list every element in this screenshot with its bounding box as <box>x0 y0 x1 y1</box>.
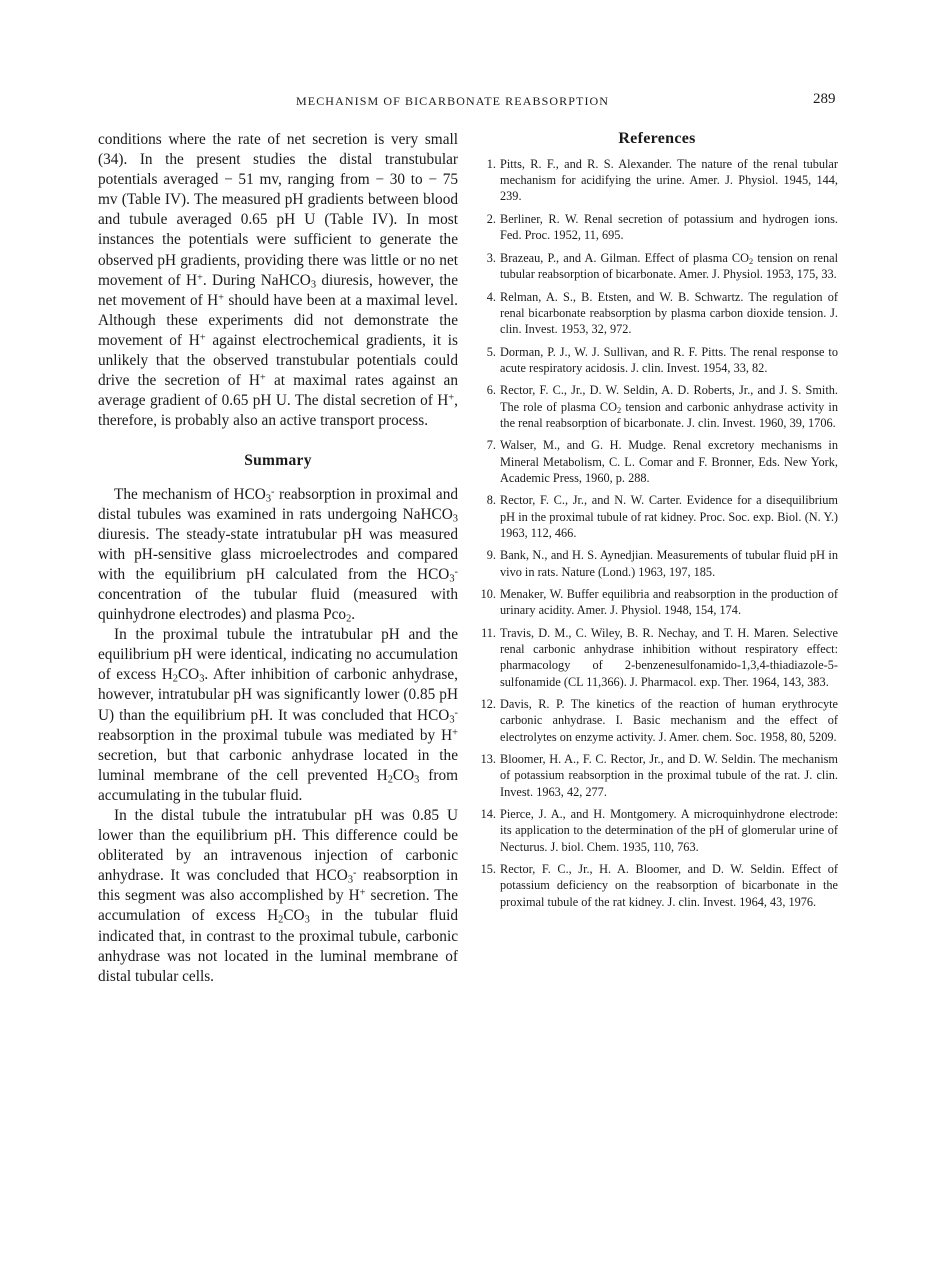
reference-item: 14. Pierce, J. A., and H. Montgomery. A microquinhydrone electrode: its application to the determination of the pH of glomerular urine of Necturus. J. biol. Chem. 1935, 110, 763. <box>480 807 838 854</box>
reference-item: 2. Berliner, R. W. Renal secretion of potassium and hydrogen ions. Fed. Proc. 1952, 11, 695. <box>486 212 838 243</box>
references-column <box>476 130 838 916</box>
page-number: 289 <box>813 91 836 107</box>
running-head <box>0 91 936 114</box>
reference-item: 15. Rector, F. C., Jr., H. A. Bloomer, and D. W. Seldin. Effect of potassium deficiency on the reabsorption of bicarbonate in the proximal tubule of the rat kidney. J. clin. Invest. 1964, 43, 1976. <box>480 862 838 909</box>
running-title: MECHANISM OF BICARBONATE REABSORPTION <box>296 94 610 108</box>
references-list <box>476 156 838 910</box>
reference-item: 3. Brazeau, P., and A. Gilman. Effect of plasma $CO_2$ tension on renal tubular reabsorption of bicarbonate. Amer. J. Physiol. 1953, 175, 33. <box>486 250 838 281</box>
discussion-paragraph: conditions where the rate of net secretion is very small (34). In the present studies the distal transtubular potentials averaged − 51 mv, ranging from − 30 to − 75 mv (Table IV). The measured pH gradients between blood and tubule averaged 0.65 pH U (Table IV). In most instances the potentials were sufficient to generate the observed pH gradients, providing there was little or no net movement of H+. During NaHCO$_3$ diuresis, however, the net movement of H+ should have been at a maximal level. Although these experiments did not demonstrate the movement of H+ against electrochemical gradients, it is unlikely that the observed transtubular potentials could drive the secretion of H+ at maximal rates against an average gradient of 0.65 pH U. The distal secretion of H+, therefore, is probably also an active transport process. <box>98 131 458 430</box>
reference-item: 9. Bank, N., and H. S. Aynedjian. Measurements of tubular fluid pH in vivo in rats. Nature (Lond.) 1963, 197, 185. <box>486 548 838 579</box>
reference-item: 7. Walser, M., and G. H. Mudge. Renal excretory mechanisms in Mineral Metabolism, C. L. Comar and F. Bronner, Eds. New York, Academic Press, 1960, p. 288. <box>486 438 838 485</box>
reference-item: 1. Pitts, R. F., and R. S. Alexander. The nature of the renal tubular mechanism for acidifying the urine. Amer. J. Physiol. 1945, 144, 239. <box>486 157 838 204</box>
reference-item: 6. Rector, F. C., Jr., D. W. Seldin, A. D. Roberts, Jr., and J. S. Smith. The role of plasma $CO_2$ tension and carbonic anhydrase activity in the renal reabsorption of bicarbonate. J. clin. Invest. 1960, 39, 1706. <box>486 383 838 430</box>
reference-item: 4. Relman, A. S., B. Etsten, and W. B. Schwartz. The regulation of renal bicarbonate reabsorption by plasma carbon dioxide tension. J. clin. Invest. 1953, 32, 972. <box>486 289 838 336</box>
reference-item: 10. Menaker, W. Buffer equilibria and reabsorption in the production of urinary acidity. Amer. J. Physiol. 1948, 154, 174. <box>480 587 838 618</box>
reference-item: 11. Travis, D. M., C. Wiley, B. R. Nechay, and T. H. Maren. Selective renal carbonic anhydrase inhibition without respiratory effect: pharmacology of 2-benzenesulfonamido-1,3,4-thiadiazole-5-sulfonamide (CL 11,366). J. Pharmacol. exp. Ther. 1964, 143, 383. <box>481 625 838 689</box>
references-heading: References <box>618 130 696 147</box>
summary-heading: Summary <box>244 452 312 470</box>
reference-item: 8. Rector, F. C., Jr., and N. W. Carter. Evidence for a disequilibrium pH in the proximal tubule of rat kidney. Proc. Soc. exp. Biol. (N. Y.) 1963, 112, 466. <box>486 493 838 540</box>
reference-item: 12. Davis, R. P. The kinetics of the reaction of human erythrocyte carbonic anhydrase. I. Basic mechanism and the effect of electrolytes on enzyme activity. J. Amer. chem. Soc. 1958, 80, 5209. <box>480 697 838 744</box>
body-text-column <box>98 130 458 987</box>
summary-paragraph-1: The mechanism of $HCO_3^-$ reabsorption in proximal and distal tubules was examined in rats undergoing NaHCO$_3$ diuresis. The steady-state intratubular pH was measured with pH-sensitive glass microelectrodes and compared with the equilibrium pH calculated from the $HCO_3^-$ concentration of the tubular fluid (measured with quinhydrone electrodes) and plasma Pco$_2$. <box>98 485 458 625</box>
reference-item: 13. Bloomer, H. A., F. C. Rector, Jr., and D. W. Seldin. The mechanism of potassium reabsorption in the proximal tubule of the rat. J. clin. Invest. 1963, 42, 277. <box>480 752 838 799</box>
summary-paragraph-3: In the distal tubule the intratubular pH was 0.85 U lower than the equilibrium pH. This difference could be obliterated by an intravenous injection of carbonic anhydrase. It was concluded that $HCO_3^-$ reabsorption in this segment was also accomplished by H+ secretion. The accumulation of excess $H_2CO_3$ in the tubular fluid indicated that, in contrast to the proximal tubule, carbonic anhydrase was not located in the luminal membrane of distal tubular cells. <box>98 807 458 985</box>
summary-paragraph-2: In the proximal tubule the intratubular pH and the equilibrium pH were identical, indicating no accumulation of excess $H_2CO_3$. After inhibition of carbonic anhydrase, however, intratubular pH was significantly lower (0.85 pH U) than the equilibrium pH. It was concluded that $HCO_3^-$ reabsorption in the proximal tubule was mediated by H+ secretion, but that carbonic anhydrase located in the luminal membrane of the cell prevented $H_2CO_3$ from accumulating in the tubular fluid. <box>98 626 458 804</box>
reference-item: 5. Dorman, P. J., W. J. Sullivan, and R. F. Pitts. The renal response to acute respiratory acidosis. J. clin. Invest. 1954, 33, 82. <box>486 344 838 375</box>
